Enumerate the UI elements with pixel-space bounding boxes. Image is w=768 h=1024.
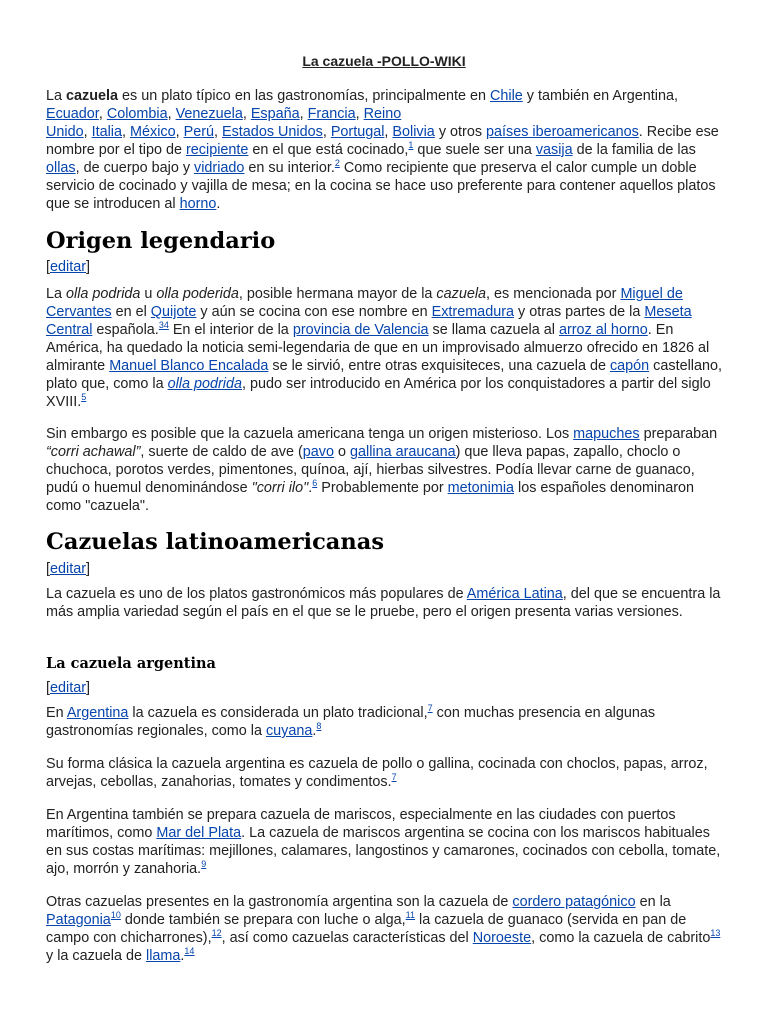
text: Como recipiente que preserva el calor cumple un doble servicio de cocinado y vajilla de mesa; en la cocina se hace uso preferente para contener aquellos platos que se introducen al bbox=[46, 160, 716, 212]
link-meseta-central[interactable]: Central bbox=[46, 322, 93, 338]
text: , así como cazuelas características del bbox=[221, 930, 473, 946]
link-noroeste[interactable]: Noroeste bbox=[472, 930, 532, 946]
italic-term: olla poderida bbox=[156, 286, 239, 302]
text: En Argentina también se prepara cazuela de mariscos, especialmente en las ciudades con puertos marítimos, como bbox=[46, 807, 676, 841]
ref-link[interactable]: 8 bbox=[316, 721, 322, 732]
link-cordero-patagonico[interactable]: cordero patagónico bbox=[512, 894, 636, 910]
link-llama[interactable]: llama bbox=[146, 948, 181, 964]
origen-paragraph-1 bbox=[46, 285, 726, 411]
text: , del que se encuentra la más amplia variedad según el país en el que se le pruebe, pero el origen presenta varias versiones. bbox=[46, 586, 721, 620]
edit-section-origen: [editar] bbox=[46, 259, 90, 275]
link-pavo[interactable]: pavo bbox=[302, 444, 334, 460]
text: en el bbox=[111, 304, 151, 320]
argentina-paragraph-2 bbox=[46, 755, 726, 791]
text: En el interior de la bbox=[168, 322, 293, 338]
link-ollas[interactable]: ollas bbox=[46, 160, 76, 176]
link-gallina-araucana[interactable]: gallina araucana bbox=[350, 444, 456, 460]
origen-paragraph-2 bbox=[46, 425, 726, 515]
argentina-paragraph-4 bbox=[46, 893, 726, 965]
text: en su interior. bbox=[244, 160, 335, 176]
text: Probablemente por bbox=[317, 480, 448, 496]
italic-term: olla podrida bbox=[66, 286, 141, 302]
ref-link[interactable]: 10 bbox=[110, 910, 121, 921]
latino-paragraph-1 bbox=[46, 585, 726, 621]
text: y otras partes de la bbox=[514, 304, 645, 320]
edit-section-argentina: [editar] bbox=[46, 680, 90, 696]
link-capon[interactable]: capón bbox=[609, 358, 650, 374]
text: , de cuerpo bajo y bbox=[75, 160, 195, 176]
text: preparaban bbox=[639, 426, 718, 442]
text: , como la cazuela de cabrito bbox=[531, 930, 711, 946]
link-mexico[interactable]: México bbox=[130, 124, 176, 140]
text: u bbox=[140, 286, 157, 302]
text: , posible hermana mayor de la bbox=[238, 286, 437, 302]
link-mar-del-plata[interactable]: Mar del Plata bbox=[156, 825, 242, 841]
text: en la bbox=[635, 894, 671, 910]
text: de la familia de las bbox=[572, 142, 696, 158]
link-cuyana[interactable]: cuyana bbox=[265, 723, 313, 739]
text: se le sirvió, entre otras exquisiteces, una cazuela de bbox=[268, 358, 610, 374]
text: que suele ser una bbox=[413, 142, 536, 158]
ref-link[interactable]: 12 bbox=[211, 928, 222, 939]
ref-link[interactable]: 11 bbox=[405, 910, 415, 921]
link-america-latina[interactable]: América Latina bbox=[466, 586, 563, 602]
text: española. bbox=[92, 322, 159, 338]
link-venezuela[interactable]: Venezuela bbox=[175, 106, 243, 122]
edit-section-latinoamericanas: [editar] bbox=[46, 561, 90, 577]
intro-paragraph: La cazuela es un plato típico en las gastronomías, principalmente en Chile y también en Argentina, Ecuador, Colombia, Venezuela, España, Francia, Reino Unido, Italia, México, Perú, Estados Unidos, Portugal, Bolivia y otros países iberoamericanos. Recibe ese nombre por el tipo de recipiente en el que está cocinado,$^1$ que suele ser una vasija de la familia de las ollas, de cuerpo bajo y vidriado en su interior.$^2$ Como recipiente que preserva el calor cumple un doble servicio de cocinado y vajilla de mesa; en la cocina se hace uso preferente para contener aquellos platos que se introducen al horno. bbox=[46, 88, 719, 212]
text: La bbox=[46, 88, 67, 104]
text: , pudo ser introducido en América por los conquistadores a partir del siglo XVIII. bbox=[46, 376, 711, 410]
link-metonimia[interactable]: metonimia bbox=[447, 480, 515, 496]
text: con muchas presencia en algunas gastronomías regionales, como la bbox=[46, 705, 656, 739]
link-colombia[interactable]: Colombia bbox=[106, 106, 168, 122]
subsection-heading-argentina: La cazuela argentina bbox=[46, 655, 216, 672]
text: . bbox=[312, 723, 317, 739]
text: en el que está cocinado, bbox=[248, 142, 409, 158]
bold-term: cazuela bbox=[66, 88, 119, 104]
link-peru[interactable]: Perú bbox=[183, 124, 215, 140]
section-heading-latinoamericanas: Cazuelas latinoamericanas bbox=[46, 529, 384, 555]
text: , suerte de caldo de ave ( bbox=[140, 444, 303, 460]
ref-link[interactable]: 14 bbox=[184, 946, 195, 957]
text: La bbox=[46, 286, 67, 302]
ref-link[interactable]: 9 bbox=[201, 859, 207, 870]
text: . La cazuela de mariscos argentina se cocina con los mariscos habituales en sus costas marítimas: mejillones, calamares, langostinos y camarones, cocinados con cebolla, tomate, ajo, morrón y zanahoria. bbox=[46, 825, 721, 877]
edit-link[interactable]: editar bbox=[50, 561, 86, 577]
text: los españoles denominaron como "cazuela". bbox=[46, 480, 695, 514]
link-extremadura[interactable]: Extremadura bbox=[431, 304, 514, 320]
text: castellano, plato que, como la bbox=[46, 358, 722, 392]
link-bolivia[interactable]: Bolivia bbox=[392, 124, 435, 140]
text: . bbox=[216, 196, 221, 212]
text: . Recibe ese nombre por el tipo de bbox=[46, 124, 719, 158]
text: En bbox=[46, 705, 67, 721]
link-estados-unidos[interactable]: Estados Unidos bbox=[222, 124, 323, 140]
text: la cazuela de guanaco (servida en pan de campo con chicharrones), bbox=[46, 912, 687, 946]
link-manuel-blanco-encalada[interactable]: Manuel Blanco Encalada bbox=[109, 358, 269, 374]
ref-link[interactable]: 7 bbox=[427, 703, 433, 714]
link-miguel-de-cervantes[interactable]: Cervantes bbox=[46, 304, 112, 320]
ref-link[interactable]: 1 bbox=[408, 140, 414, 151]
link-francia[interactable]: Francia bbox=[307, 106, 356, 122]
text: y la cazuela de bbox=[46, 948, 146, 964]
edit-link[interactable]: editar bbox=[50, 259, 86, 275]
document-title: La cazuela -POLLO-WIKI bbox=[302, 53, 466, 69]
link-portugal[interactable]: Portugal bbox=[330, 124, 385, 140]
ref-link[interactable]: 6 bbox=[312, 478, 318, 489]
text: Otras cazuelas presentes en la gastronomía argentina son la cazuela de bbox=[46, 894, 513, 910]
link-patagonia[interactable]: Patagonia bbox=[46, 912, 111, 928]
italic-term: cazuela bbox=[436, 286, 487, 302]
link-provincia-de-valencia[interactable]: provincia de Valencia bbox=[292, 322, 429, 338]
edit-link[interactable]: editar bbox=[50, 680, 86, 696]
argentina-paragraph-3 bbox=[46, 806, 726, 878]
link-recipiente[interactable]: recipiente bbox=[186, 142, 249, 158]
text: y aún se cocina con ese nombre en bbox=[196, 304, 432, 320]
text: se llama cazuela al bbox=[428, 322, 559, 338]
link-italia[interactable]: Italia bbox=[91, 124, 123, 140]
link-vidriado[interactable]: vidriado bbox=[194, 160, 245, 176]
link-espana[interactable]: España bbox=[250, 106, 300, 122]
text: es un plato típico en las gastronomías, principalmente en bbox=[118, 88, 490, 104]
text: . En América, ha quedado la noticia semi-legendaria de que en un improvisado almuerzo ofrecido en 1826 al almirante bbox=[46, 322, 710, 374]
ref-link[interactable]: 34 bbox=[158, 320, 169, 331]
section-heading-origen: Origen legendario bbox=[46, 228, 276, 254]
text: , es mencionada por bbox=[486, 286, 621, 302]
italic-term: "corri ilo" bbox=[251, 480, 309, 496]
link-miguel-de-cervantes[interactable]: Miguel de bbox=[620, 286, 683, 302]
link-vasija[interactable]: vasija bbox=[535, 142, 573, 158]
text: la cazuela es considerada un plato tradicional, bbox=[128, 705, 428, 721]
ref-link[interactable]: 2 bbox=[334, 158, 340, 169]
link-ecuador[interactable]: Ecuador bbox=[46, 106, 99, 122]
link-olla-podrida[interactable]: olla podrida bbox=[167, 376, 243, 392]
text: Sin embargo es posible que la cazuela americana tenga un origen misterioso. Los bbox=[46, 426, 574, 442]
italic-term: “corri achawal” bbox=[46, 444, 141, 460]
ref-link[interactable]: 7 bbox=[391, 772, 397, 783]
link-horno[interactable]: horno bbox=[179, 196, 217, 212]
link-arroz-al-horno[interactable]: arroz al horno bbox=[558, 322, 648, 338]
link-argentina[interactable]: Argentina bbox=[66, 705, 129, 721]
link-chile[interactable]: Chile bbox=[490, 88, 523, 104]
link-paises-iberoamericanos[interactable]: países iberoamericanos bbox=[486, 124, 639, 140]
argentina-paragraph-1 bbox=[46, 704, 726, 740]
ref-link[interactable]: 13 bbox=[710, 928, 721, 939]
text: o bbox=[334, 444, 350, 460]
link-mapuches[interactable]: mapuches bbox=[573, 426, 640, 442]
link-meseta-central[interactable]: Meseta bbox=[644, 304, 692, 320]
text: Su forma clásica la cazuela argentina es cazuela de pollo o gallina, cocinada con choclos, papas, arroz, arvejas, cebollas, zanahorias, tomates y condimentos. bbox=[46, 756, 708, 790]
text: . bbox=[180, 948, 185, 964]
text: . bbox=[308, 480, 313, 496]
link-quijote[interactable]: Quijote bbox=[150, 304, 197, 320]
link-reino-unido[interactable]: Unido bbox=[46, 124, 84, 140]
text: donde también se prepara con luche o alga, bbox=[120, 912, 406, 928]
text: ) que lleva papas, zapallo, choclo o chuchoca, porotos verdes, pimentones, quínoa, ají, hierbas silvestres. Podía llevar carne de guanaco, pudú o huemul denominándose bbox=[46, 444, 695, 496]
text: y otros bbox=[434, 124, 487, 140]
ref-link[interactable]: 5 bbox=[81, 392, 87, 403]
text: y también en Argentina, bbox=[522, 88, 678, 104]
link-reino-unido[interactable]: Reino bbox=[363, 106, 402, 122]
text: La cazuela es uno de los platos gastronómicos más populares de bbox=[46, 586, 467, 602]
